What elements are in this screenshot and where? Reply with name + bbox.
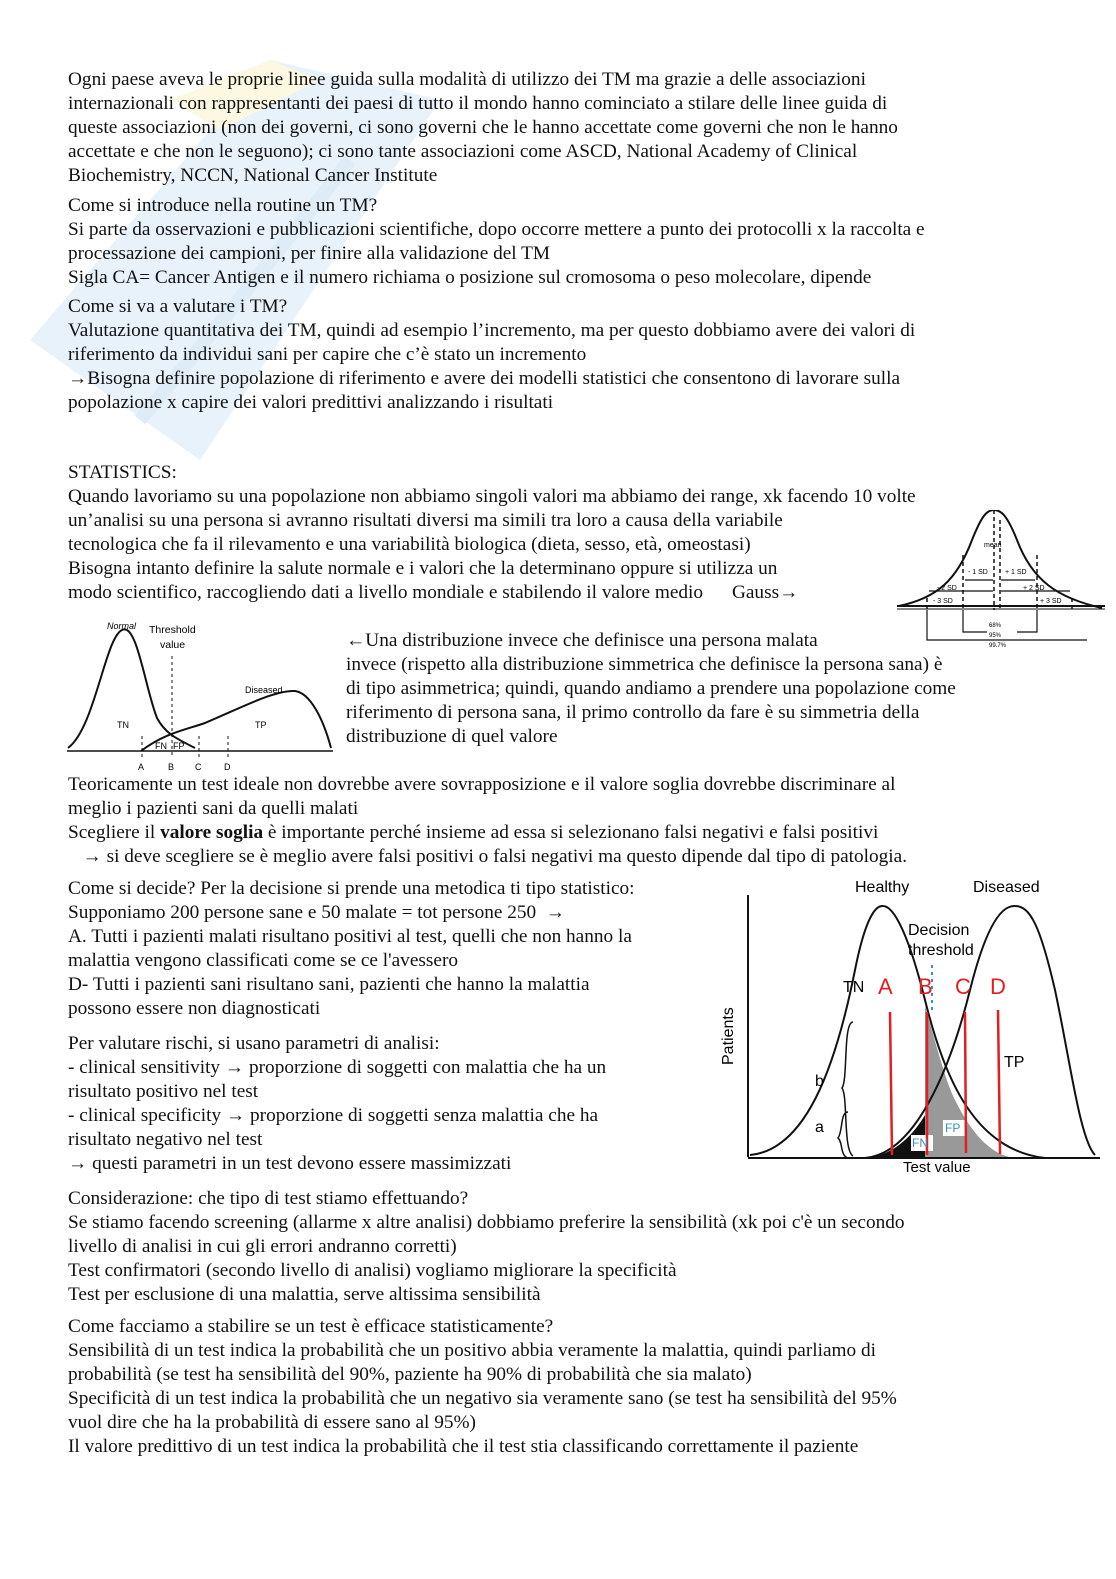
label-fp: FP: [173, 741, 185, 751]
text-line: - clinical specificity → proporzione di soggetti senza malattia che ha: [68, 1105, 599, 1126]
text-line: malattia vengono classificati come se ce l'avessero: [68, 950, 459, 971]
label-mean: mean: [984, 542, 1002, 549]
marker-c: C: [955, 974, 971, 999]
marker-a: A: [878, 974, 893, 999]
text-line: Test confirmatori (secondo livello di analisi) vogliamo migliorare la specificità: [68, 1260, 677, 1281]
text-line: riferimento da individui sani per capire che c’è stato un incremento: [68, 344, 587, 365]
label-normal: Normal: [107, 621, 137, 631]
text-line: Come si introduce nella routine un TM?: [68, 195, 378, 216]
text-line: modo scientifico, raccogliendo dati a livello mondiale e stabilendo il valore medio Gauss→: [68, 582, 799, 603]
y-axis-label: Patients: [720, 1007, 737, 1065]
threshold-figure: [65, 618, 335, 776]
text-line: accettate e che non le seguono); ci sono tante associazioni come ASCD, National Academy of Clinical: [68, 141, 858, 162]
text-line: [68, 821, 907, 845]
label-minus-3sd: - 3 SD: [933, 598, 953, 605]
decision-threshold-figure: [715, 870, 1100, 1175]
text-line: processazione dei campioni, per finire alla validazione del TM: [68, 243, 551, 264]
paragraph-statistics: [68, 461, 916, 605]
text-line: Sigla CA= Cancer Antigen e il numero richiama o posizione sul cromosoma o peso molecolare, dipende: [68, 267, 872, 288]
text-line: distribuzione di quel valore: [346, 726, 558, 747]
label-plus-2sd: + 2 SD: [1023, 585, 1045, 592]
label-99-7: 99.7%: [989, 643, 1007, 649]
text-line: Si parte da osservazioni e pubblicazioni scientifiche, dopo occorre mettere a punto dei protocolli x la raccolta e: [68, 219, 925, 240]
label-95: 95%: [989, 633, 1002, 639]
paragraph-parametri: [68, 1032, 606, 1176]
label-diseased: Diseased: [245, 685, 283, 695]
label-threshold: threshold: [908, 942, 974, 959]
text-line: meglio i pazienti sani da quelli malati: [68, 798, 359, 819]
label-threshold: Threshold: [149, 624, 196, 636]
bold-term: valore soglia: [160, 822, 264, 843]
label-d: D: [224, 762, 231, 772]
label-plus-1sd: + 1 SD: [1005, 569, 1027, 576]
label-plus-3sd: + 3 SD: [1040, 598, 1062, 605]
gauss-figure: [897, 510, 1107, 650]
text-line: tecnologica che fa il rilevamento e una variabilità biologica (dieta, sesso, età, omeostasi): [68, 534, 751, 555]
paragraph-efficace: [68, 1315, 897, 1459]
text-line: Valutazione quantitativa dei TM, quindi ad esempio l’incremento, ma per questo dobbiamo avere dei valori di: [68, 320, 916, 341]
text-line: D- Tutti i pazienti sani risultano sani, pazienti che hanno la malattia: [68, 974, 590, 995]
text-line: Specificità di un test indica la probabilità che un negativo sia veramente sano (se test ha sensibilità del 95%: [68, 1388, 897, 1409]
paragraph-teoricamente: [68, 773, 895, 821]
paragraph-soglia: [68, 821, 907, 869]
label-tn: TN: [843, 979, 865, 996]
text-line: vuol dire che ha la probabilità di essere sano al 95%): [68, 1412, 476, 1433]
label-tp: TP: [255, 720, 267, 730]
text-pre: Scegliere il: [68, 822, 161, 843]
diseased-curve: [865, 906, 1095, 1158]
label-diseased: Diseased: [973, 879, 1040, 896]
x-axis-label: Test value: [903, 1159, 971, 1175]
text-line: ←Una distribuzione invece che definisce una persona malata: [346, 630, 818, 651]
text-line: Il valore predittivo di un test indica la probabilità che il test stia classificando correttamente il paziente: [68, 1436, 859, 1457]
text-line: Test per esclusione di una malattia, serve altissima sensibilità: [68, 1284, 541, 1305]
diseased-curve: [141, 691, 331, 751]
text-line: internazionali con rappresentanti dei paesi di tutto il mondo hanno cominciato a stilare delle linee guida di: [68, 93, 888, 114]
text-line: Quando lavoriamo su una popolazione non abbiamo singoli valori ma abbiamo dei range, xk facendo 10 volte: [68, 486, 916, 507]
text-line: Biochemistry, NCCN, National Cancer Institute: [68, 165, 438, 186]
label-value: value: [160, 639, 186, 651]
label-decision: Decision: [908, 922, 970, 939]
text-line: popolazione x capire dei valori predittivi analizzando i risultati: [68, 392, 554, 413]
text-line: invece (rispetto alla distribuzione simmetrica che definisce la persona sana) è: [346, 654, 943, 675]
paragraph-routine: [68, 194, 925, 290]
text-line: livello di analisi in cui gli errori andranno corretti): [68, 1236, 457, 1257]
text-line: Ogni paese aveva le proprie linee guida sulla modalità di utilizzo dei TM ma grazie a delle associazioni: [68, 69, 866, 90]
label-healthy: Healthy: [855, 879, 910, 896]
paragraph-malata: [346, 629, 956, 749]
label-fn: FN: [912, 1136, 928, 1150]
paragraph-valutare: [68, 295, 915, 415]
text-line: Bisogna intanto definire la salute normale e i valori che la determinano oppure si utilizza un: [68, 558, 778, 579]
text-line: queste associazioni (non dei governi, ci sono governi che le hanno accettate come governi che non le hanno: [68, 117, 898, 138]
text-line: Per valutare rischi, si usano parametri di analisi:: [68, 1033, 440, 1054]
text-line: Sensibilità di un test indica la probabilità che un positivo abbia veramente la malattia, quindi parliamo di: [68, 1340, 876, 1361]
label-minus-2sd: - 2 SD: [937, 585, 957, 592]
label-68: 68%: [989, 623, 1002, 629]
label-fn: FN: [155, 741, 167, 751]
text-line: → si deve scegliere se è meglio avere falsi positivi o falsi negativi ma questo dipende dal tipo di patologia.: [68, 846, 908, 867]
text-line: Se stiamo facendo screening (allarme x altre analisi) dobbiamo preferire la sensibilità (xk poi c'è un secondo: [68, 1212, 905, 1233]
label-brace-b: b: [815, 1073, 824, 1090]
text-line: risultato positivo nel test: [68, 1081, 259, 1102]
label-minus-1sd: - 1 SD: [968, 569, 988, 576]
paragraph-considerazione: [68, 1187, 905, 1307]
text-line: possono essere non diagnosticati: [68, 998, 321, 1019]
label-b: B: [168, 762, 175, 772]
paragraph-decide: [68, 877, 635, 1021]
paragraph-intro: [68, 68, 898, 188]
marker-d: D: [990, 974, 1006, 999]
label-brace-a: a: [815, 1119, 824, 1136]
text-line: probabilità (se test ha sensibilità del 90%, paziente ha 90% di probabilità che sia malato): [68, 1364, 752, 1385]
text-line: risultato negativo nel test: [68, 1129, 263, 1150]
text-line: →Bisogna definire popolazione di riferimento e avere dei modelli statistici che consentono di lavorare sulla: [68, 368, 901, 389]
text-line: Come si decide? Per la decisione si prende una metodica ti tipo statistico:: [68, 878, 635, 899]
label-tp: TP: [1004, 1054, 1025, 1071]
text-line: di tipo asimmetrica; quindi, quando andiamo a prendere una popolazione come: [346, 678, 956, 699]
label-c: C: [195, 762, 202, 772]
marker-b: B: [918, 974, 933, 999]
text-post: è importante perché insieme ad essa si selezionano falsi negativi e falsi positivi: [263, 822, 879, 843]
label-fp: FP: [945, 1121, 961, 1135]
text-line: STATISTICS:: [68, 462, 177, 483]
text-line: Come facciamo a stabilire se un test è efficace statisticamente?: [68, 1316, 554, 1337]
label-tn: TN: [117, 720, 129, 730]
text-line: un’analisi su una persona si avranno risultati diversi ma simili tra loro a causa della variabile: [68, 510, 783, 531]
text-line: → questi parametri in un test devono essere massimizzati: [68, 1153, 512, 1174]
text-line: Considerazione: che tipo di test stiamo effettuando?: [68, 1188, 469, 1209]
text-line: Come si va a valutare i TM?: [68, 296, 288, 317]
label-a: A: [138, 762, 145, 772]
text-line: Teoricamente un test ideale non dovrebbe avere sovrapposizione e il valore soglia dovrebbe discriminare al: [68, 774, 896, 795]
text-line: Supponiamo 200 persone sane e 50 malate = tot persone 250 →: [68, 902, 566, 923]
text-line: A. Tutti i pazienti malati risultano positivi al test, quelli che non hanno la: [68, 926, 632, 947]
text-line: - clinical sensitivity → proporzione di soggetti con malattia che ha un: [68, 1057, 607, 1078]
text-line: riferimento di persona sana, il primo controllo da fare è su simmetria della: [346, 702, 920, 723]
